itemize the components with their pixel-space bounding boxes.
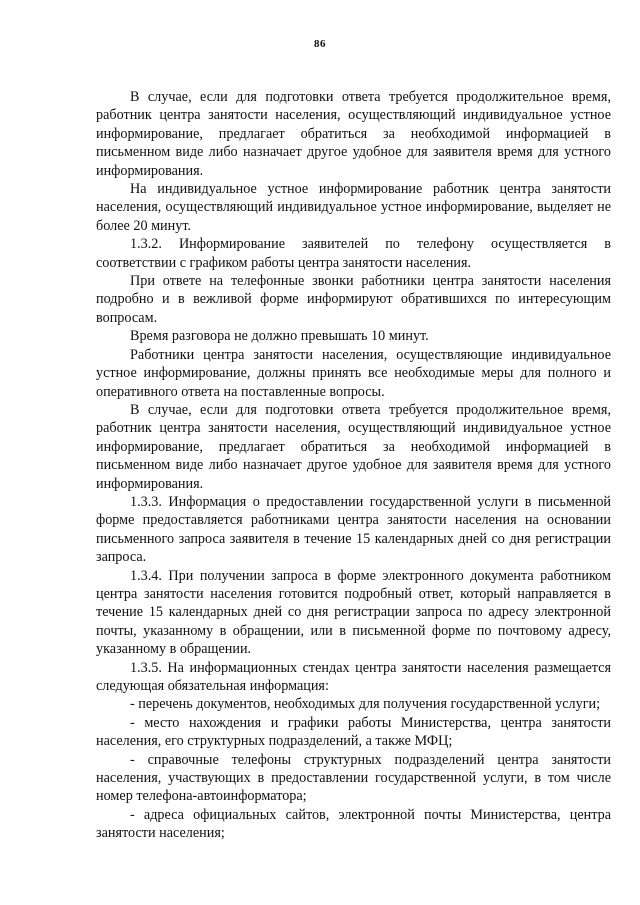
paragraph: 1.3.2. Информирование заявителей по телефону осуществляется в соответствии с графиком работы центра занятости населения. xyxy=(96,236,611,271)
document-body xyxy=(96,88,611,843)
paragraph: Время разговора не должно превышать 10 минут. xyxy=(130,328,429,345)
paragraph: 1.3.3. Информация о предоставлении государственной услуги в письменной форме предоставляется работниками центра занятости населения на основании письменного запроса заявителя в течение 15 календарных дней со дня регистрации запроса. xyxy=(96,493,611,566)
paragraph: Работники центра занятости населения, осуществляющие индивидуальное устное информирование, должны принять все необходимые меры для полного и оперативного ответа на поставленные вопросы. xyxy=(96,346,611,400)
paragraph: В случае, если для подготовки ответа требуется продолжительное время, работник центра занятости населения, осуществляющий индивидуальное устное информирование, предлагает обратиться за необходимой информацией в письменном виде либо назначает другое удобное для заявителя время для устного информирования. xyxy=(96,401,611,492)
paragraph: На индивидуальное устное информирование работник центра занятости населения, осуществляющий индивидуальное устное информирование, выделяет не более 20 минут. xyxy=(96,181,611,234)
list-item: - адреса официальных сайтов, электронной почты Министерства, центра занятости населения; xyxy=(96,806,611,842)
paragraph: В случае, если для подготовки ответа требуется продолжительное время, работник центра занятости населения, осуществляющий индивидуальное устное информирование, предлагает обратиться за необходимой информацией в письменном виде либо назначает другое удобное для заявителя время для устного информирования. xyxy=(96,89,611,179)
paragraph: При ответе на телефонные звонки работники центра занятости населения подробно и в вежливой форме информируют обратившихся по интересующим вопросам. xyxy=(96,273,611,326)
list-item: - перечень документов, необходимых для получения государственной услуги; xyxy=(130,696,601,713)
paragraph: 1.3.5. На информационных стендах центра занятости населения размещается следующая обязательная информация: xyxy=(96,659,611,694)
list-item: - место нахождения и графики работы Министерства, центра занятости населения, его структурных подразделений, а также МФЦ; xyxy=(96,714,611,750)
page-number: 86 xyxy=(314,38,326,50)
list-item: - справочные телефоны структурных подразделений центра занятости населения, участвующих в предоставлении государственной услуги, в том числе номер телефона-автоинформатора; xyxy=(96,751,611,805)
paragraph: 1.3.4. При получении запроса в форме электронного документа работником центра занятости населения готовится подробный ответ, который направляется в течение 15 календарных дней со дня регистрации запроса по адресу электронной почты, указанному в обращении, или в письменной форме по почтовому адресу, указанному в обращении. xyxy=(96,567,611,658)
